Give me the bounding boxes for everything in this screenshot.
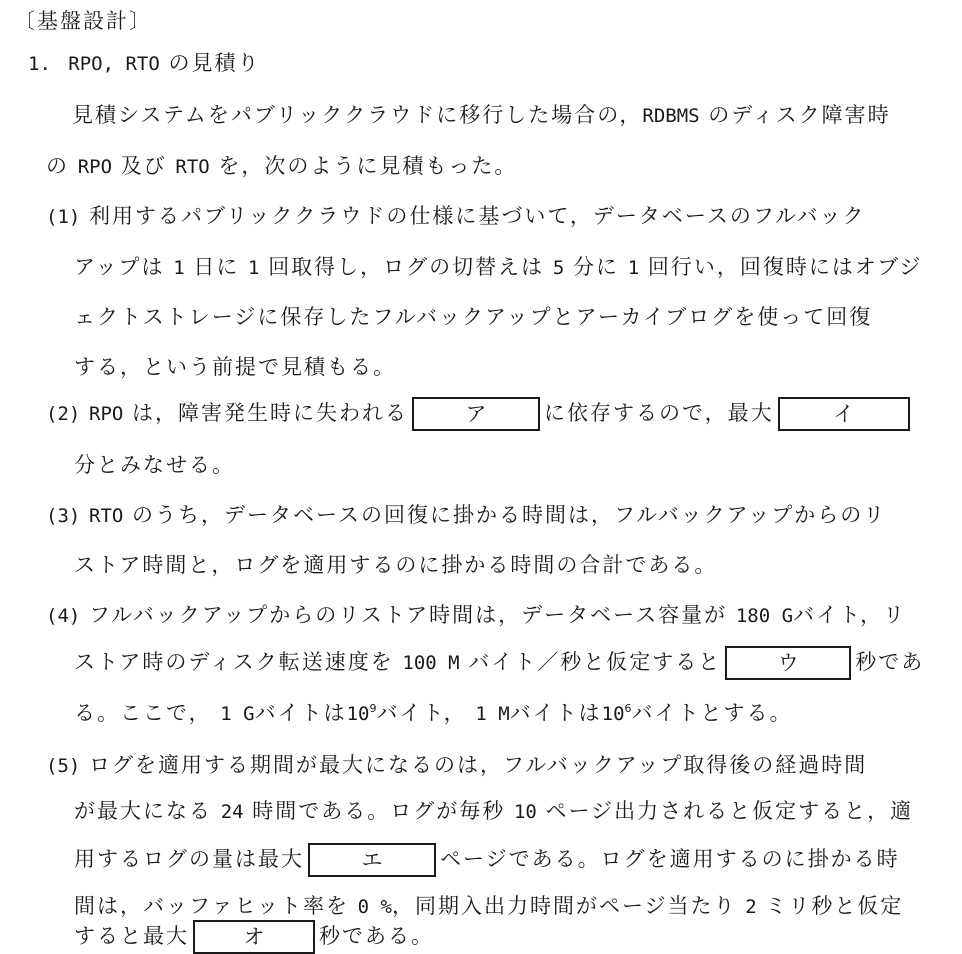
item-text: 日に bbox=[193, 255, 240, 279]
item-text: バイト，リ bbox=[793, 603, 907, 627]
item-text: ，同期入出力時間がページ当たり bbox=[391, 894, 737, 918]
item-number-value: 100 M bbox=[402, 652, 460, 674]
section-heading: 〔基盤設計〕 bbox=[14, 9, 152, 33]
item-text: 時間である。ログが毎秒 bbox=[252, 799, 506, 823]
intro-text: のディスク障害時 bbox=[708, 103, 891, 127]
item-text: は，障害発生時に失われる bbox=[132, 401, 409, 425]
item-text: バイトは bbox=[254, 701, 347, 725]
item-number-value: 10 bbox=[513, 801, 537, 823]
item-4-line-2 bbox=[74, 646, 924, 680]
intro-line-1 bbox=[72, 102, 891, 129]
intro-term: RDBMS bbox=[642, 105, 700, 127]
exponent: 6 bbox=[624, 702, 632, 715]
item-number: (1) bbox=[46, 206, 81, 228]
item-term: RTO bbox=[89, 505, 124, 527]
intro-text: 見積システムをパブリッククラウドに移行した場合の， bbox=[72, 103, 643, 127]
intro-line-2 bbox=[46, 153, 517, 180]
item-text: 用するログの量は最大 bbox=[74, 847, 304, 871]
exponent: 9 bbox=[369, 702, 377, 715]
item-text: ログを適用する期間が最大になるのは，フルバックアップ取得後の経過時間 bbox=[89, 753, 868, 777]
item-2-line-1 bbox=[46, 397, 914, 431]
item-3-line-1 bbox=[46, 502, 886, 529]
subsection-title-text: の見積り bbox=[168, 51, 261, 75]
item-text: バイト／秒と仮定すると bbox=[468, 650, 722, 674]
item-text: 秒である。 bbox=[319, 924, 434, 948]
item-text: ストア時のディスク転送速度を bbox=[74, 650, 394, 674]
item-4-line-3 bbox=[74, 700, 793, 727]
item-text: バイト， bbox=[376, 701, 467, 725]
item-1-line-3: ェクトストレージに保存したフルバックアップとアーカイブログを使って回復 bbox=[74, 305, 873, 329]
item-number-value: 1 M bbox=[475, 703, 510, 725]
item-text: 利用するパブリッククラウドの仕様に基づいて，データベースのフルバック bbox=[89, 204, 866, 228]
item-number-value: 10 bbox=[346, 703, 370, 725]
intro-term: RTO bbox=[175, 156, 210, 178]
item-number-value: 1 G bbox=[220, 703, 255, 725]
item-number: (2) bbox=[46, 403, 81, 425]
item-number-value: 2 bbox=[745, 896, 757, 918]
item-number-value: 24 bbox=[220, 801, 244, 823]
item-text: ページである。ログを適用するのに掛かる時 bbox=[440, 847, 900, 871]
item-text: ページ出力されると仮定すると，適 bbox=[545, 799, 914, 823]
item-text: が最大になる bbox=[74, 799, 212, 823]
item-1-line-2 bbox=[74, 254, 922, 281]
item-5-line-1 bbox=[46, 752, 867, 779]
item-5-line-3 bbox=[74, 843, 900, 877]
subsection-number: 1. bbox=[28, 53, 51, 75]
item-1-line-1 bbox=[46, 203, 866, 230]
item-text: 分に bbox=[573, 255, 620, 279]
item-number-value: 1 bbox=[627, 257, 640, 279]
item-number-value: 1 bbox=[248, 257, 260, 279]
intro-text: を，次のように見積もった。 bbox=[218, 154, 518, 178]
item-number-value: 0 % bbox=[357, 896, 392, 918]
item-4-line-1 bbox=[46, 602, 906, 629]
item-number-value: 180 G bbox=[735, 605, 794, 627]
item-text: ミリ秒と仮定 bbox=[765, 894, 904, 918]
item-number-value: 1 bbox=[173, 257, 185, 279]
intro-text: 及び bbox=[120, 154, 167, 178]
item-text: のうち，データベースの回復に掛かる時間は，フルバックアップからのリ bbox=[132, 503, 887, 527]
item-text: 間は，バッファヒット率を bbox=[74, 894, 349, 918]
item-3-line-2: ストア時間と，ログを適用するのに掛かる時間の合計である。 bbox=[74, 553, 718, 577]
blank-box-e: エ bbox=[308, 843, 436, 877]
item-text: アップは bbox=[74, 255, 165, 279]
item-text: バイトは bbox=[509, 701, 602, 725]
item-number-value: 10 bbox=[601, 703, 625, 725]
item-text: バイトとする。 bbox=[631, 701, 793, 725]
item-text: すると最大 bbox=[74, 924, 189, 948]
item-text: 回行い，回復時にはオブジ bbox=[647, 255, 923, 279]
item-number-value: 5 bbox=[552, 257, 565, 279]
item-5-line-5 bbox=[74, 920, 434, 954]
item-5-line-2 bbox=[74, 798, 913, 825]
intro-text: の bbox=[46, 154, 69, 178]
item-number: (5) bbox=[46, 755, 81, 777]
item-number: (4) bbox=[46, 605, 81, 627]
blank-box-a: ア bbox=[412, 397, 540, 431]
intro-term: RPO bbox=[77, 156, 113, 178]
item-number: (3) bbox=[46, 505, 81, 527]
item-text: 回取得し，ログの切替えは bbox=[268, 255, 545, 279]
subsection-title bbox=[28, 50, 260, 77]
blank-box-o: オ bbox=[193, 920, 315, 954]
subsection-title-latin: RPO, RTO bbox=[68, 53, 160, 75]
item-text: フルバックアップからのリストア時間は，データベース容量が bbox=[89, 603, 728, 627]
blank-box-u: ウ bbox=[725, 646, 851, 680]
item-text: に依存するので，最大 bbox=[544, 401, 774, 425]
item-5-line-4 bbox=[74, 893, 903, 920]
blank-box-i: イ bbox=[778, 397, 910, 431]
item-text: る。ここで， bbox=[74, 701, 212, 725]
item-2-line-2: 分とみなせる。 bbox=[74, 453, 235, 477]
item-text: 秒であ bbox=[855, 650, 925, 674]
item-term: RPO bbox=[89, 403, 124, 425]
item-1-line-4: する，という前提で見積もる。 bbox=[74, 355, 396, 379]
